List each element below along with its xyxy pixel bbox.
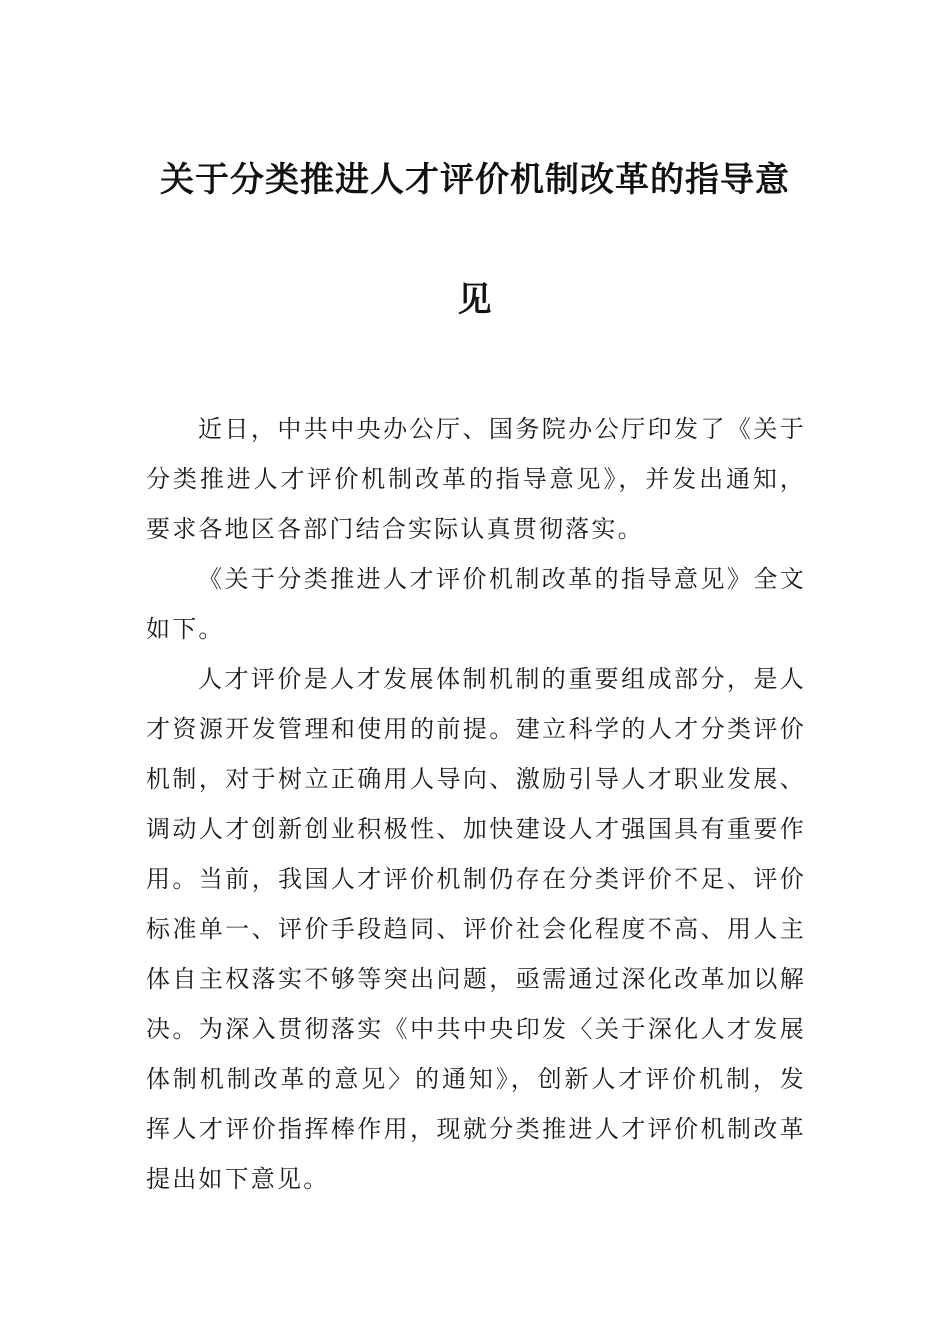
- paragraph-fulltext-note: 《关于分类推进人才评价机制改革的指导意见》全文如下。: [146, 565, 806, 643]
- paragraph-main: 人才评价是人才发展体制机制的重要组成部分，是人才资源开发管理和使用的前提。建立科学的人才分类评价机制，对于树立正确用人导向、激励引导人才职业发展、调动人才创新创业积极性、加快建设人才强国具有重要作用。当前，我国人才评价机制仍存在分类评价不足、评价标准单一、评价手段趋同、评价社会化程度不高、用人主体自主权落实不够等突出问题，亟需通过深化改革加以解决。为深入贯彻落实《中共中央印发〈关于深化人才发展体制机制改革的意见〉的通知》，创新人才评价机制，发挥人才评价指挥棒作用，现就分类推进人才评价机制改革提出如下意见。: [146, 665, 806, 1193]
- document-title-line-1: 关于分类推进人才评价机制改革的指导意: [160, 160, 790, 200]
- document-title-line-2: 见: [457, 280, 493, 320]
- paragraph-intro: 近日，中共中央办公厅、国务院办公厅印发了《关于分类推进人才评价机制改革的指导意见》，并发出通知，要求各地区各部门结合实际认真贯彻落实。: [146, 415, 806, 543]
- document-body: [146, 404, 806, 1204]
